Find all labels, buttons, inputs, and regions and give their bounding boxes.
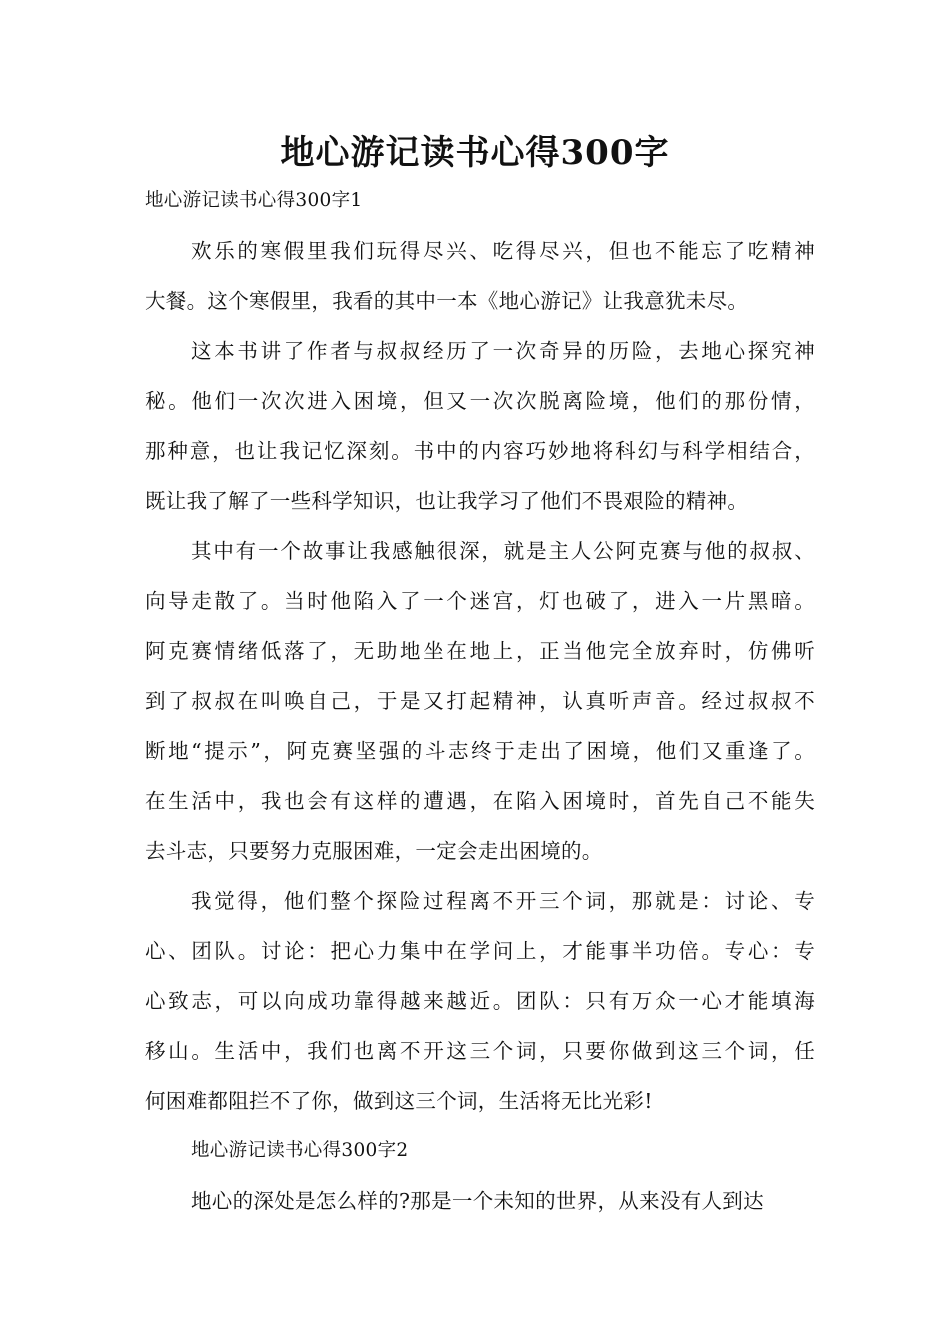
text-line: 在生活中，我也会有这样的遭遇，在陷入困境时，首先自己不能失 bbox=[145, 789, 815, 813]
text-line: 其中有一个故事让我感触很深，就是主人公阿克赛与他的叔叔、 bbox=[191, 539, 815, 563]
text-line: 心致志，可以向成功靠得越来越近。团队：只有万众一心才能填海 bbox=[145, 989, 815, 1013]
text-line: 移山。生活中，我们也离不开这三个词，只要你做到这三个词，任 bbox=[145, 1039, 815, 1063]
text-line: 大餐。这个寒假里，我看的其中一本《地心游记》让我意犹未尽。 bbox=[145, 289, 749, 313]
text-line: 到了叔叔在叫唤自己，于是又打起精神，认真听声音。经过叔叔不 bbox=[145, 689, 815, 713]
paragraph-2 bbox=[145, 326, 815, 526]
text-line: 地心的深处是怎么样的?那是一个未知的世界，从来没有人到达 bbox=[191, 1189, 764, 1213]
text-line: 阿克赛情绪低落了，无助地坐在地上，正当他完全放弃时，仿佛听 bbox=[145, 639, 815, 663]
text-line: 断地“提示”，阿克赛坚强的斗志终于走出了困境，他们又重逢了。 bbox=[145, 739, 815, 763]
text-line: 那种意，也让我记忆深刻。书中的内容巧妙地将科幻与科学相结合， bbox=[145, 439, 815, 463]
text-line: 这本书讲了作者与叔叔经历了一次奇异的历险，去地心探究神 bbox=[191, 339, 815, 363]
text-line: 秘。他们一次次进入困境，但又一次次脱离险境，他们的那份情， bbox=[145, 389, 815, 413]
paragraph-4 bbox=[145, 876, 815, 1126]
document-body bbox=[145, 176, 815, 1226]
section-heading-1: 地心游记读书心得300字1 bbox=[145, 190, 363, 211]
text-line: 去斗志，只要努力克服困难，一定会走出困境的。 bbox=[145, 839, 603, 863]
paragraph-3 bbox=[145, 526, 815, 876]
text-line: 欢乐的寒假里我们玩得尽兴、吃得尽兴，但也不能忘了吃精神 bbox=[191, 239, 815, 263]
text-line: 我觉得，他们整个探险过程离不开三个词，那就是：讨论、专 bbox=[191, 889, 815, 913]
paragraph-1 bbox=[145, 226, 815, 326]
text-line: 向导走散了。当时他陷入了一个迷宫，灯也破了，进入一片黑暗。 bbox=[145, 589, 815, 613]
text-line: 何困难都阻拦不了你，做到这三个词，生活将无比光彩! bbox=[145, 1089, 653, 1113]
text-line: 既让我了解了一些科学知识，也让我学习了他们不畏艰险的精神。 bbox=[145, 489, 749, 513]
section-heading-2: 地心游记读书心得300字2 bbox=[191, 1140, 409, 1161]
text-line: 心、团队。讨论：把心力集中在学问上，才能事半功倍。专心：专 bbox=[145, 939, 815, 963]
document-title: 地心游记读书心得300字 bbox=[280, 133, 670, 173]
